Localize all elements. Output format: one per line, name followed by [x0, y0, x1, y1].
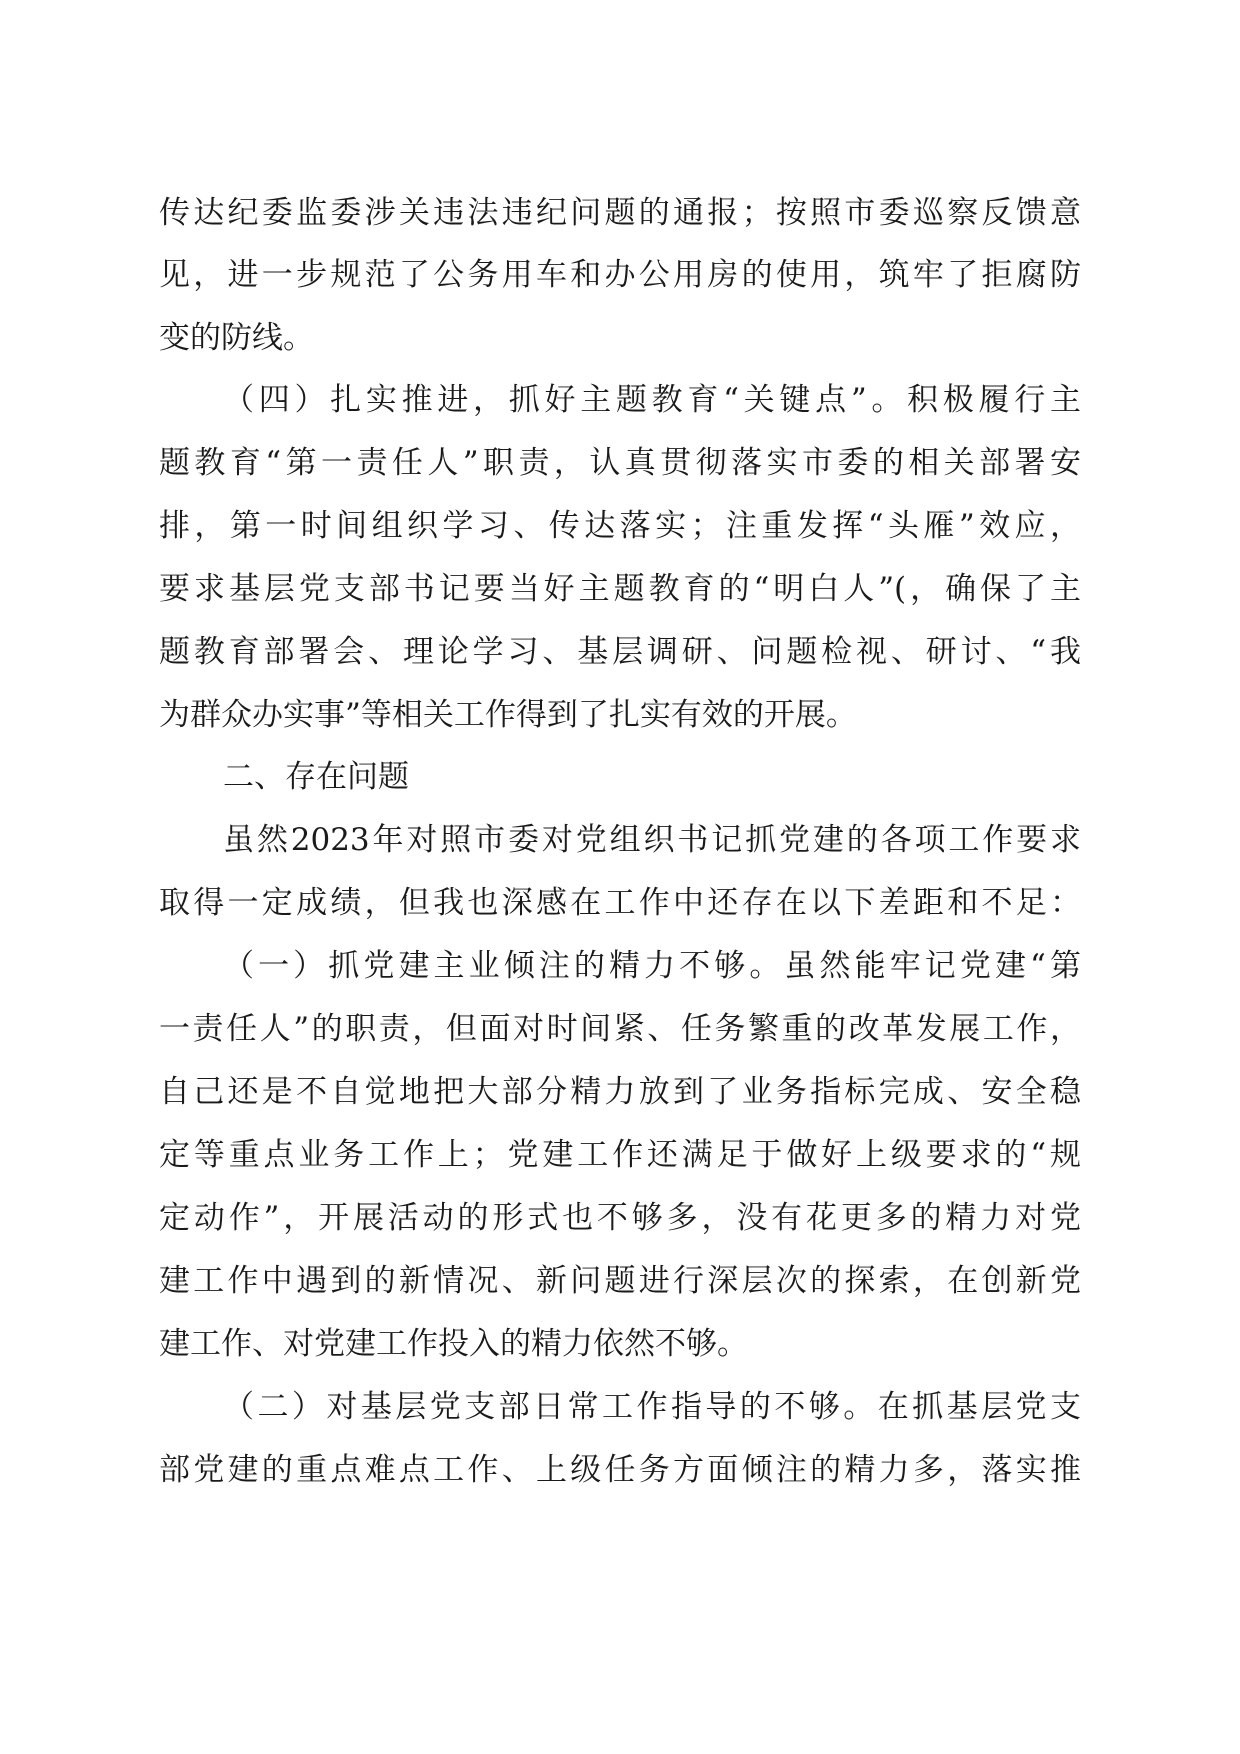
- text-line: 要求基层党支部书记要当好主题教育的“明白人”(，确保了主: [159, 571, 1081, 607]
- text-line: 题教育部署会、理论学习、基层调研、问题检视、研讨、“我: [159, 634, 1081, 670]
- text-line: 建工作中遇到的新情况、新问题进行深层次的探索，在创新党: [159, 1263, 1081, 1299]
- text-line: 虽然2023年对照市委对党组织书记抓党建的各项工作要求: [223, 822, 1081, 858]
- text-line: 建工作、对党建工作投入的精力依然不够。: [159, 1326, 748, 1362]
- section-heading: 二、存在问题: [223, 759, 409, 795]
- text-line: 定等重点业务工作上；党建工作还满足于做好上级要求的“规: [159, 1137, 1081, 1173]
- paragraph-heading-line: （二）对基层党支部日常工作指导的不够。在抓基层党支: [223, 1389, 1081, 1425]
- text-line: 排，第一时间组织学习、传达落实；注重发挥“头雁”效应，: [159, 508, 1081, 544]
- paragraph-heading-line: （一）抓党建主业倾注的精力不够。虽然能牢记党建“第: [223, 948, 1081, 984]
- text-line: 题教育“第一责任人”职责，认真贯彻落实市委的相关部署安: [159, 445, 1081, 481]
- paragraph-heading-line: （四）扎实推进，抓好主题教育“关键点”。积极履行主: [223, 382, 1081, 418]
- text-line: 见，进一步规范了公务用车和办公用房的使用，筑牢了拒腐防: [159, 257, 1081, 293]
- text-line: 自己还是不自觉地把大部分精力放到了业务指标完成、安全稳: [159, 1074, 1081, 1110]
- text-line: 定动作”，开展活动的形式也不够多，没有花更多的精力对党: [159, 1200, 1081, 1236]
- text-line: 取得一定成绩，但我也深感在工作中还存在以下差距和不足：: [159, 885, 1081, 921]
- text-line: 一责任人”的职责，但面对时间紧、任务繁重的改革发展工作，: [159, 1011, 1081, 1047]
- text-line: 变的防线。: [159, 320, 314, 356]
- text-line: 部党建的重点难点工作、上级任务方面倾注的精力多，落实推: [159, 1452, 1081, 1488]
- text-line: 传达纪委监委涉关违法违纪问题的通报；按照市委巡察反馈意: [159, 195, 1081, 231]
- text-line: 为群众办实事”等相关工作得到了扎实有效的开展。: [159, 697, 857, 733]
